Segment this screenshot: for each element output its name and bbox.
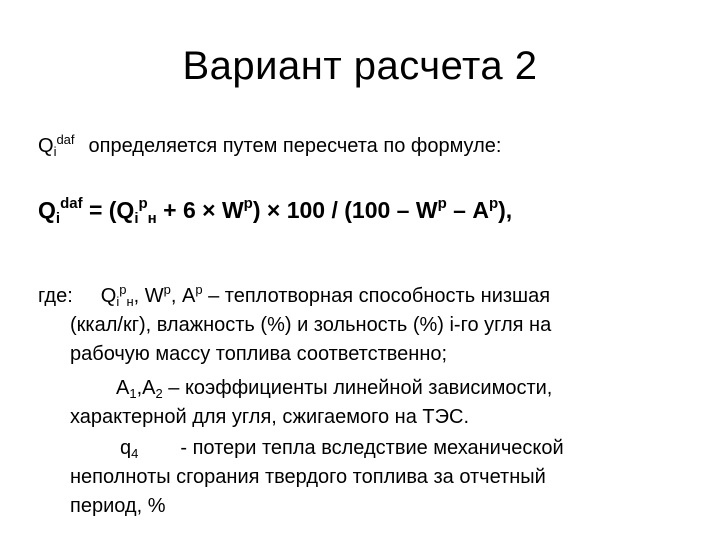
where-q-sub: i [116,294,120,309]
intro-q-sup: daf [56,132,75,147]
intro-q-sub: i [53,144,57,159]
slide-title: Вариант расчета 2 [182,44,538,88]
where-line-7: неполноты сгорания твердого топлива за отчетный [70,466,546,488]
formula [38,195,513,227]
where-line-2: (ккал/кг), влажность (%) и зольность (%) i-го угля на [70,314,552,336]
where-line-8: период, % [70,495,166,517]
formula-q2-sup: р [138,195,148,212]
where-a1: A [116,377,130,399]
where-q-sub2: н [126,294,134,309]
where-line-5: характерной для угля, сжигаемого на ТЭС. [70,406,469,428]
where-sep2: , A [170,285,196,307]
formula-w2-sup: р [437,195,447,212]
formula-lhs-sub: i [55,210,61,227]
where-comma: , [136,377,143,399]
where-a2-sub: 2 [155,386,163,401]
where-a1-sub: 1 [129,386,137,401]
where-line-1 [38,284,550,308]
intro-line [38,134,501,158]
where-line-3: рабочую массу топлива соответственно; [70,343,448,365]
where-a-sup: р [195,282,203,297]
where-w-sup: р [163,282,171,297]
where-line4-rest: – коэффициенты линейной зависимости, [162,377,553,399]
where-q-sup: р [119,282,127,297]
formula-a-sup: р [488,195,499,212]
formula-part4: – A [446,197,489,223]
formula-end: ), [498,197,513,223]
where-line6-rest: - потери тепла вследствие механической [180,437,564,459]
where-sep1: , W [133,285,164,307]
formula-w-sup: р [243,195,253,212]
formula-eq: = (Q [82,197,135,223]
where-line-4 [116,376,552,400]
where-line1-rest: – теплотворная способность низшая [202,285,551,307]
intro-text: определяется путем пересчета по формуле: [88,135,502,157]
formula-part3: ) × 100 / (100 – W [252,197,438,223]
formula-q2-sub2: н [147,210,157,227]
where-q4-sub: 4 [131,446,139,461]
where-line-6 [120,436,564,460]
formula-q2-sub: i [134,210,139,227]
formula-lhs: Q [38,197,56,223]
where-label: где: [38,285,73,307]
where-q: Q [100,285,117,307]
where-q4: q [120,437,132,459]
formula-lhs-sup: daf [60,195,83,212]
intro-q: Q [38,135,54,157]
where-a2: A [142,377,156,399]
formula-part2: + 6 × W [156,197,244,223]
